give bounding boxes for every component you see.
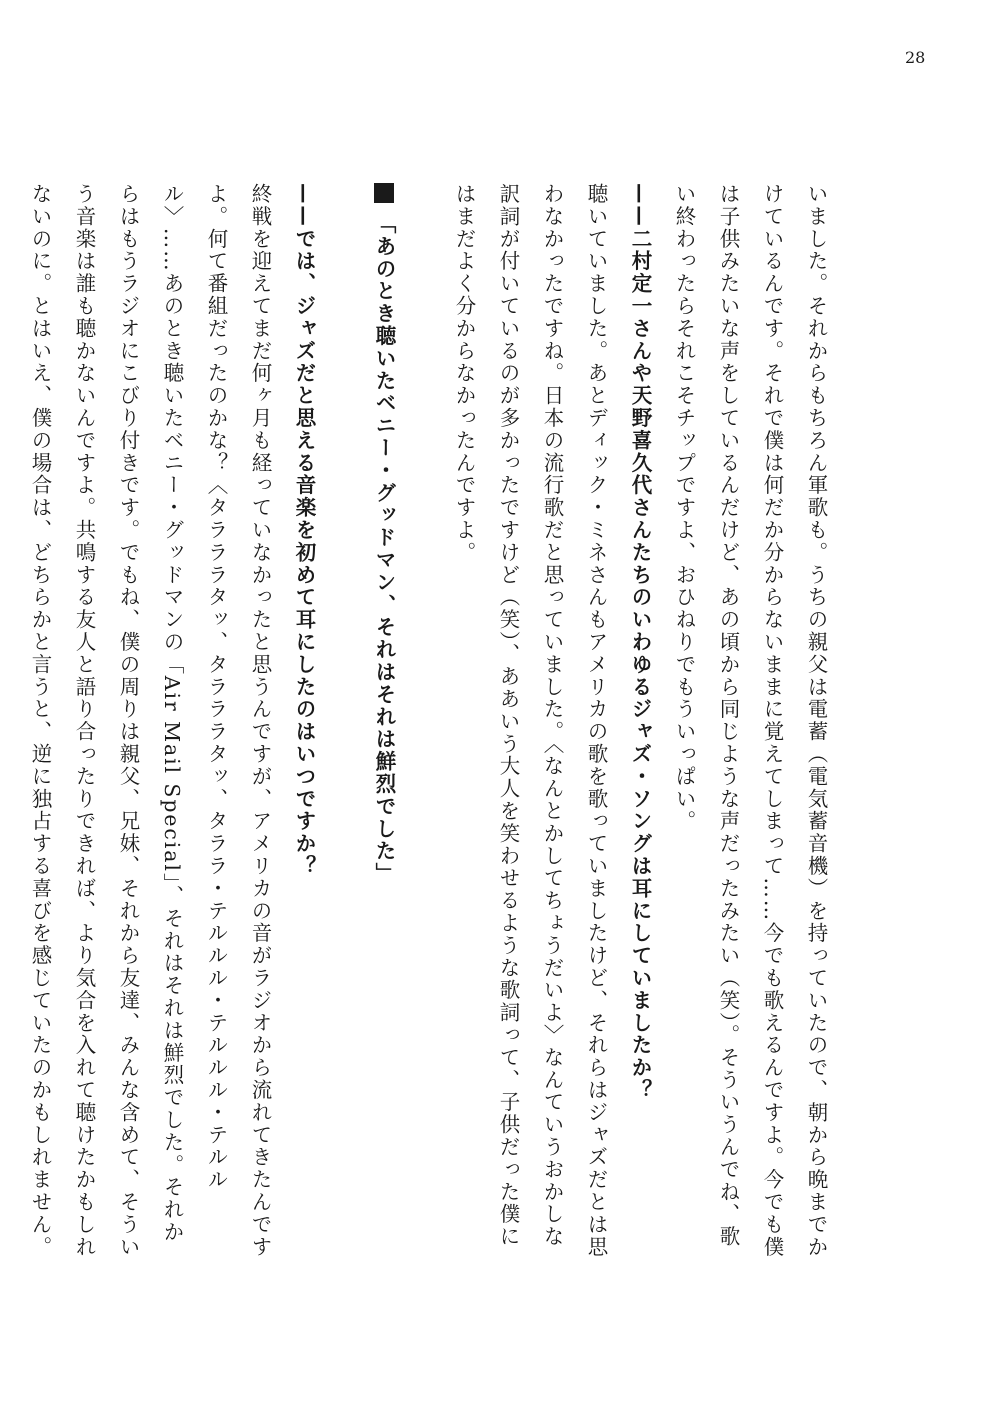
interview-answer: 聴いていました。あとディック・ミネさんもアメリカの歌を歌っていましたけど、それらはジャズだとは思わなかったですね。日本の流行歌だと思っていました。〈なんとかしてちょうだいよ〉なんていうおかしな訳詞が付いているのが多かったですけど（笑）、ああいう大人を笑わせるような歌詞って、子供だった僕にはまだよく分からなかったんですよ。: [452, 183, 608, 1259]
square-bullet-icon: [374, 183, 394, 203]
section-heading: [362, 183, 406, 1263]
interview-answer: 終戦を迎えてまだ何ヶ月も経っていなかったと思うんですが、アメリカの音がラジオから流れてきたんですよ。何て番組だったのかな？〈タラララタッ、タラララタッ、タララ・テルルル・テルルル・テルルル〉……あのとき聴いたベニー・グッドマンの「Air Mail Special」、それはそれは鮮烈でした。それからはもうラジオにこびり付きです。でもね、僕の周りは親父、兄妹、それから友達、みんな含めて、そういう音楽は誰も聴かないんですよ。共鳴する友人と語り合ったりできれば、より気合を入れて聴けたかもしれないのに。とはいえ、僕の場合は、どちらかと言うと、逆に独占する喜びを感じていたのかもしれません。: [28, 183, 272, 1259]
page-number: 28: [905, 48, 926, 67]
section-heading-text: 「あのとき聴いたベニー・グッドマン、それはそれは鮮烈でした」: [372, 213, 396, 885]
interview-question: ——では、ジャズだと思える音楽を初めて耳にしたのはいつですか？: [292, 183, 316, 878]
paragraph: いました。それからもちろん軍歌も。うちの親父は電蓄（電気蓄音機）を持っていたので、朝から晩までかけているんです。それで僕は何だか分からないままに覚えてしまって……今でも歌えるんですよ。今でも僕は子供みたいな声をしているんだけど、あの頃から同じような声だったみたい（笑）。そういうんでね、歌い終わったらそれこそチップですよ、おひねりでもういっぱい。: [672, 183, 828, 1259]
interview-question: ——二村定一さんや天野喜久代さんたちのいわゆるジャズ・ソングは耳にしていましたか？: [628, 183, 652, 1102]
body-text: [28, 183, 838, 1263]
